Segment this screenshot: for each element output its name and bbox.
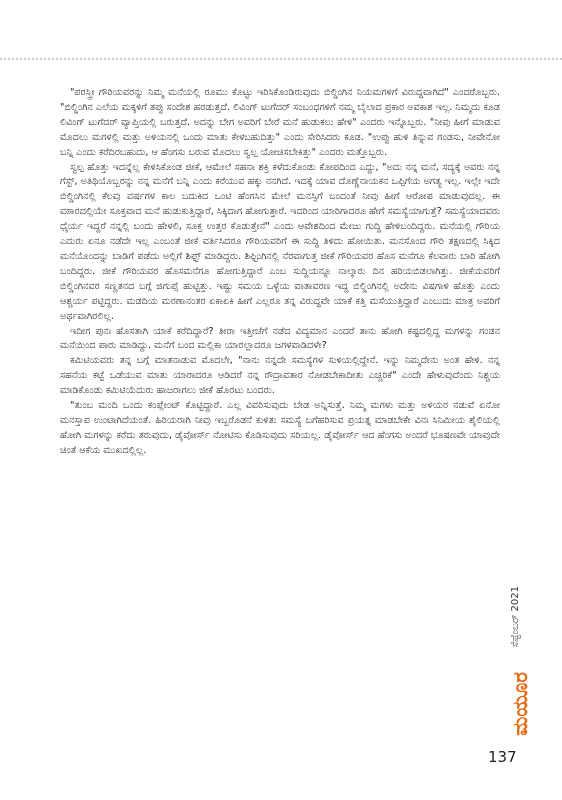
paragraph-4: ಕಮಿಟಿಯವರು ತನ್ನ ಬಗ್ಗೆ ಮಾತನಾಡುವ ಮೊದಲೇ, "ನಾನು ನನ್ನದೇ ಸಮಸ್ಯೆಗಳ ಸುಳಿಯಲ್ಲಿದ್ದೇನೆ. ಇನ್ನು ನಿಮ್ಮದೇನು ಅಂತ ಹೇಳಿ. ನನ್ನ ಸಹನೆಯ ಕಟ್ಟೆ ಒಡೆಯುವ ಮಾತು ಯಾರಾದರೂ ಆಡಿದರೆ ನನ್ನ ರೌದ್ರಾವತಾರ ನೋಡಬೇಕಾದೀತು ಎಚ್ಚರಿಕೆ" ಎಂದೇ ಹೇಳುವುದೆಂದು ನಿಶ್ಚಯ ಮಾಡಿಕೊಂಡು ಕಮಿಟಿಯೆದುರು ಹಾಜರಾಗಲು ಜೀಕೆ ಹೊರಟು ಬಂದರು. [60, 355, 500, 397]
top-dotted-rule [0, 58, 562, 60]
article-body [60, 86, 500, 459]
page-number: 137 [488, 748, 517, 766]
paragraph-2: ಸ್ವಲ್ಪ ಹೊತ್ತು ಇದನ್ನೆಲ್ಲ ಕೇಳಿಸಿಕೊಂಡ ಜೀಕೆ, ಆಮೇಲೆ ಸಹನಾ ಶಕ್ತಿ ಕಳೆದುಕೊಂಡು ಕೋಪದಿಂದ ಎದ್ದು, "ಅದು ನನ್ನ ಮನೆ, ಸದ್ಯಕ್ಕೆ ಅವರು ನನ್ನ ಗೆಸ್ಟ್, ಅತಿಥಿಯೊಬ್ಬರನ್ನು ನನ್ನ ಮನೆಗೆ ಬನ್ನಿ ಎಂದು ಕರೆಯುವ ಹಕ್ಕು ನನಗಿದೆ. ಇದಕ್ಕೆ ಯಾವ ದೊಣ್ಣೆನಾಯಕನ ಒಪ್ಪಿಗೆಯ ಅಗತ್ಯ ಇಲ್ಲ. ಇಲ್ಲೇ ಇದೇ ಬಿಲ್ಡಿಂಗಿನಲ್ಲಿ ಕೆಲವು ವರ್ಷಗಳ ಕಾಲ ಬದುಕಿದ ಒಂಟಿ ಹೆಂಗಸಿನ ಮೇಲೆ ಮನಸ್ಸಿಗೆ ಬಂದಂತೆ ನೀವು ಹೀಗೆ ಆರೋಪ ಮಾಡುವುದಲ್ಲ. ಈ ವಠಾರದಲ್ಲಿಯೇ ಸೂಕ್ತವಾದ ಮನೆ ಹುಡುಕುತ್ತಿದ್ದಾರೆ, ಸಿಕ್ಕಿದಾಗ ಹೋಗುತ್ತಾರೆ. ಇದರಿಂದ ಯಾರಿಗಾದರೂ ಹೇಗೆ ಸಮಸ್ಯೆಯಾಗುತ್ತೆ? ಸಮಸ್ಯೆಯಾದವರು ಧೈರ್ಯ ಇದ್ದರೆ ನನ್ನಲ್ಲಿ ಬಂದು ಹೇಳಲಿ, ಸೂಕ್ತ ಉತ್ತರ ಕೊಡುತ್ತೇನೆ" ಎಂದು ಆವೇಶದಿಂದ ಮೇಜು ಗುದ್ದಿ ಹೇಳಿಬಂದಿದ್ದರು. ಮನೆಯಲ್ಲಿ ಗೌರಿಯ ಎದುರು ಏನೂ ನಡೆದೇ ಇಲ್ಲ ಎಂಬಂತೆ ಜೀಕೆ ವರ್ತಿಸಿದರೂ ಗೌರಿಯವರಿಗೆ ಈ ಸುದ್ದಿ ತಿಳಿದು ಹೋಯಿತು. ಮನಸೊಂದ ಗೌರಿ ತಕ್ಷಣದಲ್ಲಿ ಸಿಕ್ಕಿದ ಮನೆಯೊಂದನ್ನು ಬಾಡಿಗೆ ಪಡೆದು ಅಲ್ಲಿಗೆ ಶಿಫ್ಟ್ ಮಾಡಿದ್ದರು. ಶಿಫ್ಟಿಂಗಿನಲ್ಲಿ ನೆರವಾಗುತ್ತ ಜೀಕೆ ಗೌರಿಯವರ ಹೊಸ ಮನೆಗೂ ಕೆಲವಾರು ಬಾರಿ ಹೋಗಿ ಬಂದಿದ್ದರು. ಜೀಕೆ ಗೌರಿಯವರ ಹೊಸಮನೆಗೂ ಹೋಗುತ್ತಿದ್ದಾರೆ ಎಂಬ ಸುದ್ದಿಯನ್ನೂ ನಾಲ್ಕಾರು ದಿನ ಹರಿಯಬಿಡಲಾಗಿತ್ತು. ಜೀಕೆಯವರಿಗೆ ಬಿಲ್ಡಿಂಗಿನವರ ಸಣ್ಣತನದ ಬಗ್ಗೆ ಜಿಗುಪ್ಸೆ ಹುಟ್ಟಿತ್ತು. ಇಷ್ಟು ಸಮಯ ಒಳ್ಳೆಯ ವಾತಾವರಣ ಇದ್ದ ಬಿಲ್ಡಿಂಗಿನಲ್ಲಿ ಅದೇನು ವಿಷಗಾಳಿ ಹೊತ್ತು ಎಂದು ಆಶ್ಚರ್ಯ ಪಟ್ಟಿದ್ದರು. ಮಡದಿಯ ಮರಣಾನಂತರ ಏಕಾಏಕಿ ಹೀಗೆ ಎಲ್ಲರೂ ತನ್ನ ವಿರುದ್ಧವೇ ಯಾಕೆ ಕತ್ತಿ ಮಸೆಯುತ್ತಿದ್ದಾರೆ ಎಂಬುದು ಮಾತ್ರ ಅವರಿಗೆ ಅರ್ಥವಾಗಿರಲಿಲ್ಲ. [60, 161, 500, 322]
magazine-logo: ಮಯೂರ [508, 672, 532, 736]
issue-date: ಸೆಪ್ಟೆಂಬರ್ 2021 [510, 586, 521, 648]
paragraph-5: "ತುಂಬ ಮಂದಿ ಒಂದು ಕಂಪ್ಲೇಂಟ್ ಕೊಟ್ಟಿದ್ದಾರೆ. ಎಲ್ಲ ವಿವರಿಸುವುದು ಬೇಡ ಅನ್ನಿಸುತ್ತೆ. ನಿಮ್ಮ ಮಗಳು ಮತ್ತು ಅಳಿಯರ ನಡುವೆ ಏನೋ ಮನಸ್ತಾಪ ಉಂಟಾಗಿದೆಯಂತೆ. ಹಿರಿಯರಾಗಿ ನೀವು ಇಬ್ಬರೊಡನೆ ಕುಳಿತು ಸಮಸ್ಯೆ ಬಗೆಹರಿಸುವ ಪ್ರಯತ್ನ ಮಾಡಬೇಕೇ ವಿನಃ ಸಿನಿಮೀಯ ಶೈಲಿಯಲ್ಲಿ ಹೋಗಿ ಮಗಳನ್ನು ಕರೆದು ತರುವುದು, ಡೈವೋರ್ಸ್ ನೋಟಿಸು ಕೊಡಿಸುವುದು ಸರಿಯಲ್ಲ. ಡೈವೋರ್ಸ್ ಆದ ಹೆಂಗಸು ಅಂದರೆ ಭೂಷಣವೇ ಯಾವುದೇ ಚಿಂತೆ ಆಕೆಯ ಮುಖದಲ್ಲಿಲ್ಲ. [60, 400, 500, 456]
paragraph-3: ಇದೀಗ ಪುನಃ ಹೊಸತಾಗಿ ಯಾಕೆ ಕರೆದಿದ್ದಾರೆ? ತೀರಾ ಇತ್ತೀಚೆಗೆ ನಡೆದ ವಿದ್ಯಮಾನ ಎಂದರೆ ತಾನು ಹೋಗಿ ಕಷ್ಟದಲ್ಲಿದ್ದ ಮಗಳನ್ನು ಗಂಡನ ಮನೆಯಿಂದ ಪಾರು ಮಾಡಿದ್ದು. ಮನೆಗೆ ಬಂದ ಮಲ್ಲಿಕಾ ಯಾರಲ್ಲಾದರೂ ಜಗಳವಾಡಿದಳೇ? [60, 325, 500, 352]
paragraph-1: "ಪರಸ್ತ್ರೀ ಗೌರಿಯವರನ್ನು ನಿಮ್ಮ ಮನೆಯಲ್ಲಿ ರೂಮು ಕೊಟ್ಟು ಇರಿಸಿಕೊಂಡಿರುವುದು ಬಿಲ್ಡಿಂಗಿನ ನಿಯಮಗಳಿಗೆ ವಿರುದ್ಧವಾಗಿದೆ" ಎಂದರೊಬ್ಬರು. "ಬಿಲ್ಡಿಂಗಿನ ಎಲೆಯ ಮಕ್ಕಳಿಗೆ ತಪ್ಪು ಸಂದೇಶ ಹರಡುತ್ತದೆ. ಲಿವಿಂಗ್ ಟುಗೆದರ್ ಸಂಬಂಧಗಳಿಗೆ ನಮ್ಮ ಬೈಲಾದ ಪ್ರಕಾರ ಅವಕಾಶ ಇಲ್ಲ. ನಿಮ್ಮದು ಕೂಡ ಲಿವಿಂಗ್ ಟುಗೆದರ್ ವ್ಯಾಪ್ತಿಯಲ್ಲಿ ಬರುತ್ತದೆ. ಅದನ್ನು ಬೇಗ ಅವರಿಗೆ ಬೇರೆ ಮನೆ ಹುಡುಕಲು ಹೇಳಿ" ಎಂದರು ಇನ್ನೊಬ್ಬರು. "ನೀವು ಹೀಗೆ ಮಾಡುವ ಮೊದಲು ಮಗಳಲ್ಲಿ ಮತ್ತು ಅಳಿಯನಲ್ಲಿ ಒಂದು ಮಾತು ಕೇಳಬಹುದಿತ್ತು" ಎಂದು ಸೇರಿಸಿದರು ಕೂಡ. "ಉಪ್ಪು ಹುಳಿ ತಿನ್ನುವ ಗಂಡಸು, ನೀವೇನೋ ಬನ್ನಿ ಎಂದು ಕರೆದಿರಬಹುದು, ಆ ಹೆಂಗಸು ಬರುವ ಮೊದಲು ಸ್ವಲ್ಪ ಯೋಚಿಸಬೇಕಿತ್ತು" ಎಂದರು ಮತ್ತೊಬ್ಬರು. [60, 87, 501, 158]
